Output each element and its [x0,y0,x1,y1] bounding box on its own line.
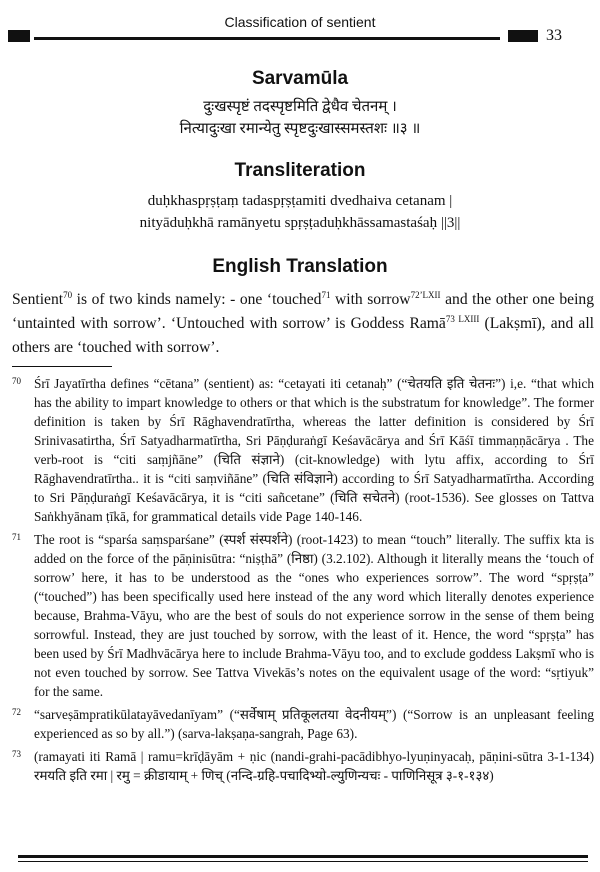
footnote-ref: 71 [321,289,331,300]
header-block-left [8,30,30,42]
header-block-right [508,30,538,42]
footnote-71 [12,530,594,701]
page-number: 33 [546,27,562,44]
translation-paragraph [12,288,594,360]
footnote-number: 70 [12,376,21,386]
page-header [0,0,600,50]
footnote-text: “sarveṣāmpratikūlatayāvedanīyam” (“सर्वेषाम् प्रतिकूलतया वेदनीयम्”) (“Sorrow is an unpleasant feeling experienced as so by all.”) (sarva-lakṣaṇa-sangrah, Page 63). [34,707,594,741]
header-rule [34,37,500,40]
verse-devanagari-line-1: दुःखस्पृष्टं तदस्पृष्टमिति द्वेधैव चेतनम् । [203,99,397,115]
footnote-text: The root is “sparśa saṃsparśane” (स्पर्श संस्पर्शने) (root-1423) to mean “touch” literally. The suffix kta is added on the force of the pāṇinisūtra: “niṣṭhā” (निष्ठा) (3.2.102). Although it literally means the ‘touch of sorrow’ here, it has to be understood as the “ones who experiences sorrow”. The word “spṛṣṭa” (“touched”) has been specifically used here instead of the any word which literally denotes experience because, Brahma-Vāyu, who are the best of souls do not experience sorrow in the sense of them being sorrowful. Instead, they are just touched by sorrow, with the least of it. Hence, the word “spṛṣṭa” has been used by Śrī Madhvācārya here to include Brahma-Vāyu too, and to exclude goddess Lakṣmī who is not even touched by sorrow. See Tattva Vivekās’s notes on the equivalent usage of the word: “sṛtiyuk” for the same. [34,532,594,699]
footnote-number: 72 [12,707,21,717]
footnote-text: Śrī Jayatīrtha defines “cētana” (sentient) as: “cetayati iti cetanaḥ” (“चेतयति इति चेतनः”) i,e. “that which has the ability to impart knowledge to others or that which is the substratum for knowledge”. The former definition is taken by Śrī Rāghavendratīrtha, whereas the latter definition is considered by Śrī Srinivasatirtha, Śrī Satyadharmatīrtha, Sri Pāṇḍuraṅgī Keśavācārya and Śrī Kāśī timmaṇṇācārya . The verb-root is “citi saṃjñāne” (चिति संज्ञाने) (cit-knowledge) with lytu affix, according to Śrī Rāghavendratīrtha.. it is “citi saṃviñāne” (चिति संविज्ञाने) according to Śrī Satyadharmatīrtha. According to Sri Pāṇḍuraṅgī Keśavācārya, it is “citi sañcetane” (चिति सचेतने) (root-1536). See glosses on Tattva Saṅkhyānam ṭīkā, for grammatical details vide Page 140-146. [34,376,594,524]
bottom-rule-thin [18,861,588,862]
verse-devanagari [0,96,600,140]
translation-heading: English Translation [212,256,388,277]
footnote-number: 73 [12,749,21,759]
footnotes [12,374,594,789]
footnote-ref: 70 [63,289,73,300]
translation-text: is of two kinds namely: - one ‘touched [72,291,322,308]
verse-roman-line-2: nityāduḥkhā ramānyetu spṛṣṭaduḥkhāssamastaśaḥ ||3|| [139,215,461,231]
transliteration-heading: Transliteration [234,160,366,181]
verse-roman [0,190,600,234]
footnote-number: 71 [12,532,21,542]
verse-roman-line-1: duḥkhaspṛṣṭaṃ tadaspṛṣṭamiti dvedhaiva cetanam | [147,193,453,209]
verse-devanagari-line-2: नित्यादुःखा रमान्येतु स्पृष्टदुःखास्समस्तशः ॥३ ॥ [179,121,421,137]
footnote-ref: 73 LXIII [445,313,480,324]
bottom-rule-thick [18,855,588,858]
translation-text: (Lakṣmī), and all others are ‘touched with sorrow’. [12,315,594,356]
translation-text: and the other one being ‘untainted with sorrow’. ‘Untouched with sorrow’ is Goddess Ramā [12,291,594,332]
translation-text: with sorrow [330,291,411,308]
translation-text: Sentient [12,291,64,308]
footnote-70 [12,374,594,526]
footnote-73 [12,747,594,785]
footnote-text: (ramayati iti Ramā | ramu=krīḍāyām + ṇic (nandi-grahi-pacādibhyo-lyuṇinyacaḥ, pāṇini-sūtra 3-1-134) रमयति इति रमा | रमु = क्रीडायाम् + णिच् (नन्दि-ग्रहि-पचादिभ्यो-ल्युणिन्यचः - पाणिनिसूत्र ३-१-१३४) [34,749,594,783]
sarvamula-heading: Sarvamūla [251,68,349,89]
running-title: Classification of sentient [224,14,376,30]
footnote-divider [12,366,112,367]
footnote-72 [12,705,594,743]
footnote-ref: 72’LXII [410,289,441,300]
